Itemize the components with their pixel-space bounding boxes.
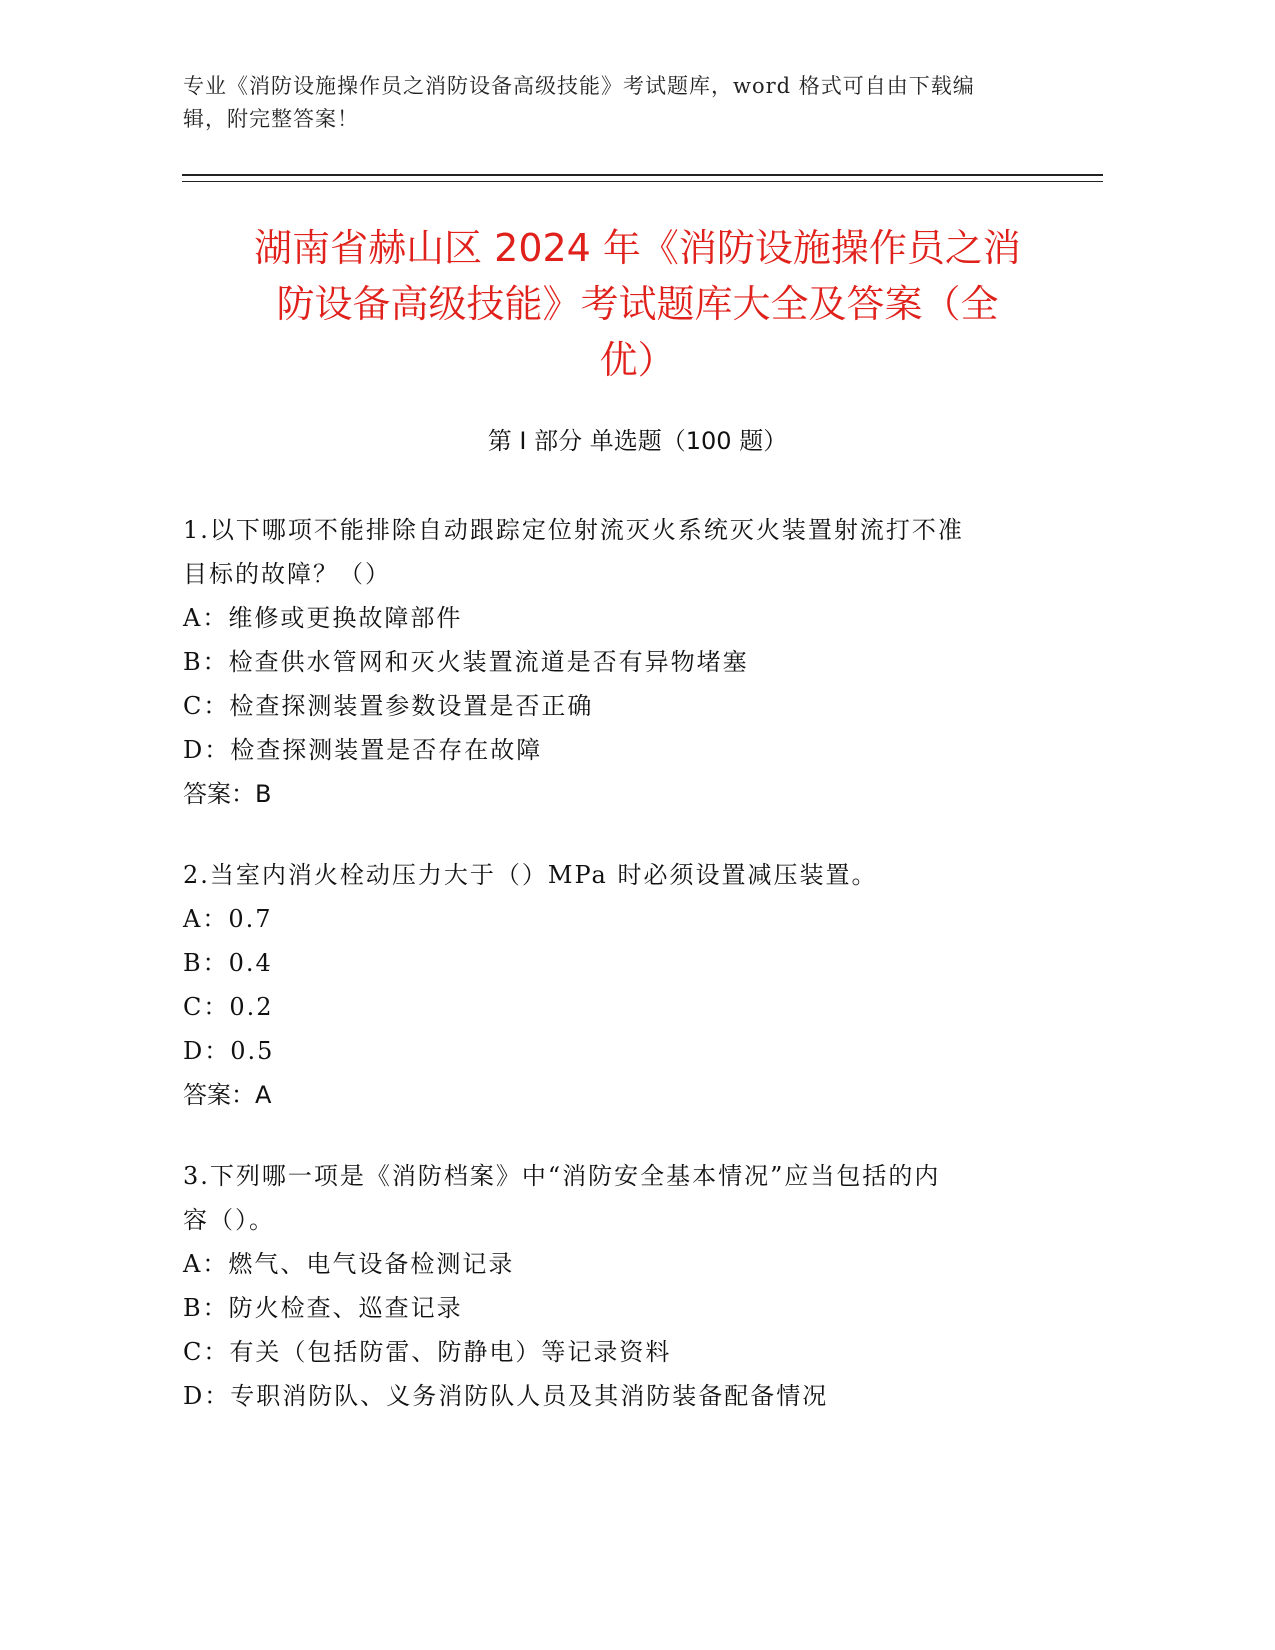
- answer: 答案：B: [183, 780, 272, 808]
- header-note: [183, 70, 1063, 136]
- option-d: D：专职消防队、义务消防队人员及其消防装备配备情况: [183, 1382, 829, 1410]
- question-list: [183, 508, 1033, 1455]
- header-divider-thick: [182, 174, 1103, 176]
- question-3: [183, 1154, 1033, 1418]
- question-stem: 3.下列哪一项是《消防档案》中“消防安全基本情况”应当包括的内: [183, 1162, 941, 1190]
- option-a: A：燃气、电气设备检测记录: [183, 1250, 515, 1278]
- option-b: B：防火检查、巡查记录: [183, 1294, 463, 1322]
- header-divider-thin: [182, 181, 1103, 182]
- option-c: C：0.2: [183, 993, 274, 1021]
- option-a: A：维修或更换故障部件: [183, 604, 463, 632]
- option-a: A：0.7: [183, 905, 273, 933]
- title-line-3: 优）: [599, 338, 676, 382]
- option-d: D：检查探测装置是否存在故障: [183, 736, 543, 764]
- header-note-line-2: 辑，附完整答案！: [183, 107, 359, 131]
- option-d: D：0.5: [183, 1037, 275, 1065]
- header-note-line-1: 专业《消防设施操作员之消防设备高级技能》考试题库，word 格式可自由下载编: [183, 74, 975, 98]
- option-b: B：检查供水管网和灭火装置流道是否有异物堵塞: [183, 648, 749, 676]
- title-line-1: 湖南省赫山区 2024 年《消防设施操作员之消: [254, 226, 1021, 270]
- question-1: [183, 508, 1033, 816]
- question-stem: 1.以下哪项不能排除自动跟踪定位射流灭火系统灭火装置射流打不准: [183, 516, 964, 544]
- question-2: [183, 853, 1033, 1117]
- question-stem-continued: 容（）。: [183, 1206, 275, 1234]
- option-b: B：0.4: [183, 949, 273, 977]
- title-line-2: 防设备高级技能》考试题库大全及答案（全: [276, 282, 999, 326]
- section-heading: 第 I 部分 单选题（100 题）: [487, 427, 788, 455]
- question-stem: 2.当室内消火栓动压力大于（）MPa 时必须设置减压装置。: [183, 861, 878, 889]
- option-c: C：有关（包括防雷、防静电）等记录资料: [183, 1338, 672, 1366]
- answer: 答案：A: [183, 1081, 272, 1109]
- document-title: [160, 220, 1115, 388]
- option-c: C：检查探测装置参数设置是否正确: [183, 692, 594, 720]
- question-stem-continued: 目标的故障？（）: [183, 560, 391, 588]
